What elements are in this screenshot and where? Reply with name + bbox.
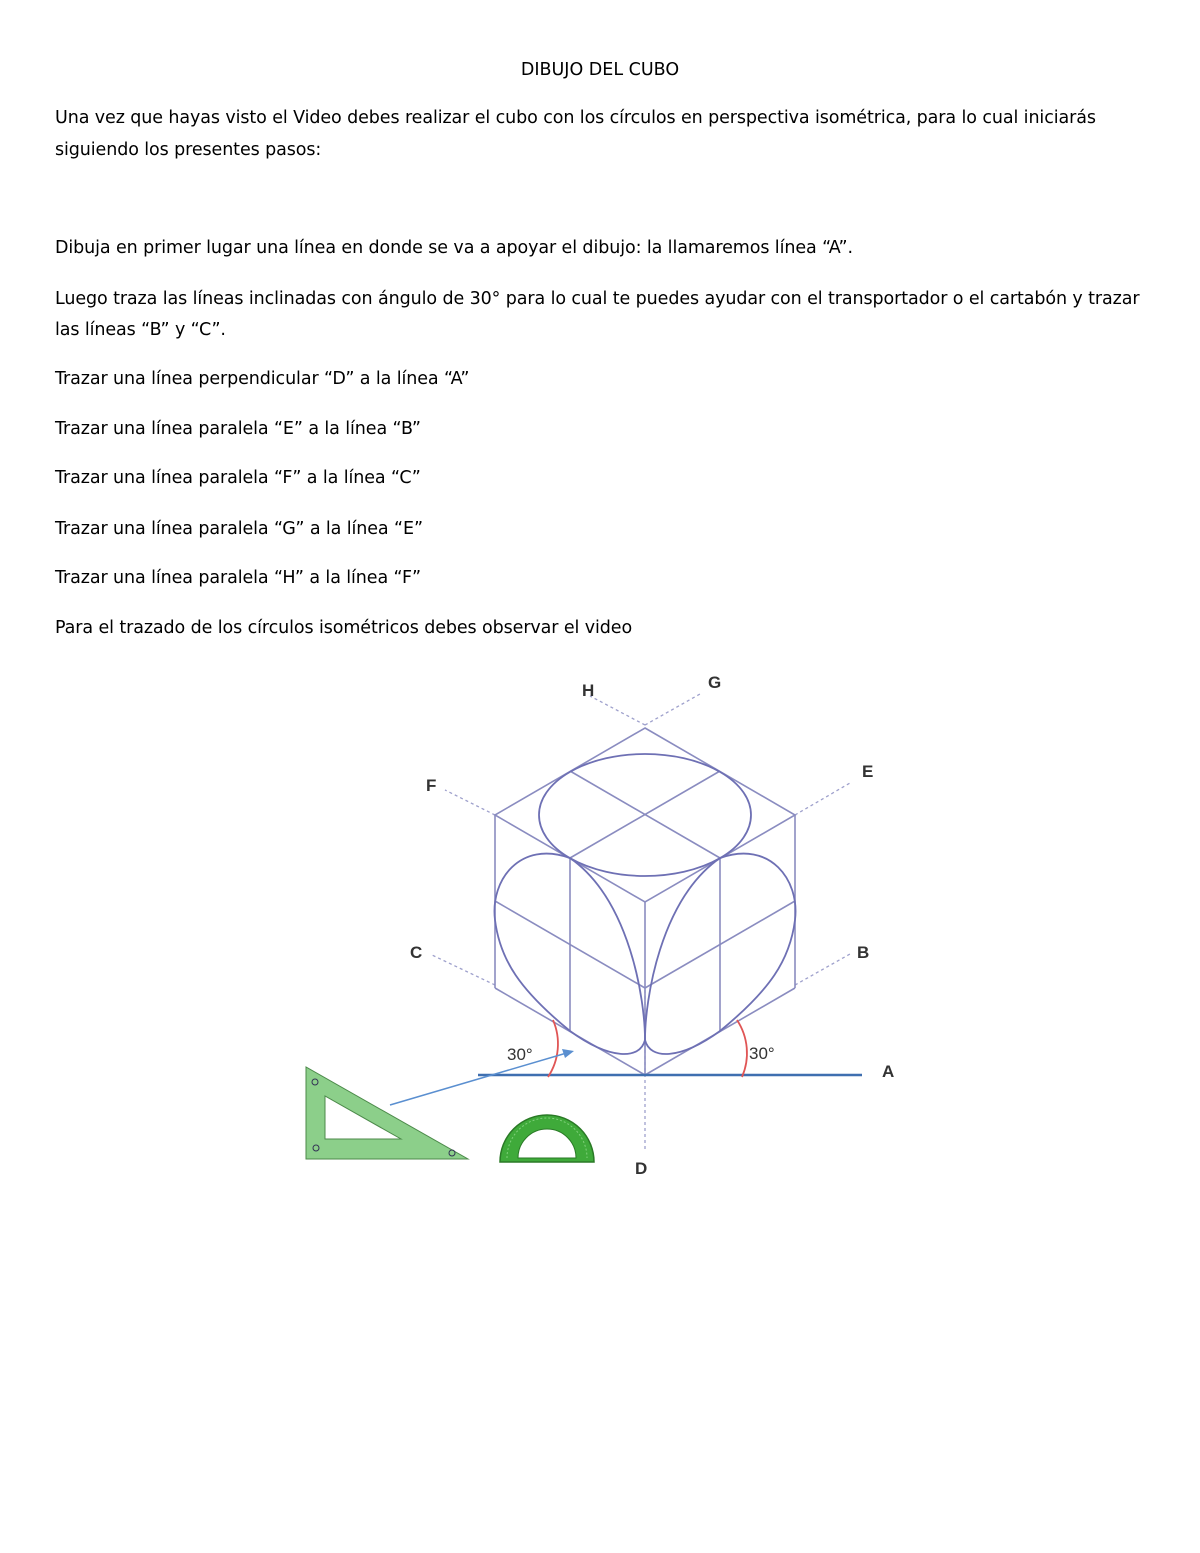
- line-b: [795, 954, 850, 985]
- angle-arc-left: [548, 1020, 558, 1077]
- line-f: [445, 790, 495, 815]
- intro-line-1: Una vez que hayas visto el Video debes realizar el cubo con los círculos en perspectiva isométrica, para lo cual iniciarás: [55, 108, 1096, 128]
- isometric-cube-figure: [0, 660, 1200, 1200]
- label-a: A: [882, 1062, 895, 1081]
- step-circles: Para el trazado de los círculos isométricos debes observar el video: [55, 618, 633, 638]
- step-line-d: Trazar una línea perpendicular “D” a la línea “A”: [55, 369, 470, 389]
- label-f: F: [426, 776, 437, 795]
- angle-arc-right: [737, 1020, 747, 1077]
- label-c: C: [410, 943, 423, 962]
- step-line-e: Trazar una línea paralela “E” a la línea “B”: [55, 419, 421, 439]
- line-e: [795, 783, 850, 815]
- line-c: [432, 955, 495, 985]
- step-lines-bc-2: las líneas “B” y “C”.: [55, 320, 226, 340]
- protractor-icon: [500, 1115, 594, 1162]
- arrow-head-icon: [562, 1049, 574, 1058]
- label-h: H: [582, 681, 595, 700]
- angle-label-left: 30°: [507, 1045, 533, 1064]
- step-line-f: Trazar una línea paralela “F” a la línea “C”: [55, 468, 421, 488]
- label-g: G: [708, 673, 722, 692]
- angle-label-right: 30°: [749, 1044, 775, 1063]
- page-title: DIBUJO DEL CUBO: [520, 60, 680, 80]
- step-line-g: Trazar una línea paralela “G” a la línea “E”: [55, 519, 423, 539]
- line-h: [590, 696, 645, 725]
- label-d: D: [635, 1159, 648, 1178]
- intro-line-2: siguiendo los presentes pasos:: [55, 140, 322, 160]
- set-square-icon: [306, 1067, 468, 1159]
- line-g: [645, 694, 700, 725]
- pointer-arrow: [390, 1052, 570, 1105]
- label-b: B: [857, 943, 870, 962]
- label-e: E: [862, 762, 874, 781]
- step-line-h: Trazar una línea paralela “H” a la línea “F”: [55, 568, 421, 588]
- step-lines-bc-1: Luego traza las líneas inclinadas con ángulo de 30° para lo cual te puedes ayudar con el transportador o el cartabón y trazar: [55, 289, 1140, 309]
- step-line-a: Dibuja en primer lugar una línea en donde se va a apoyar el dibujo: la llamaremos línea “A”.: [55, 238, 853, 258]
